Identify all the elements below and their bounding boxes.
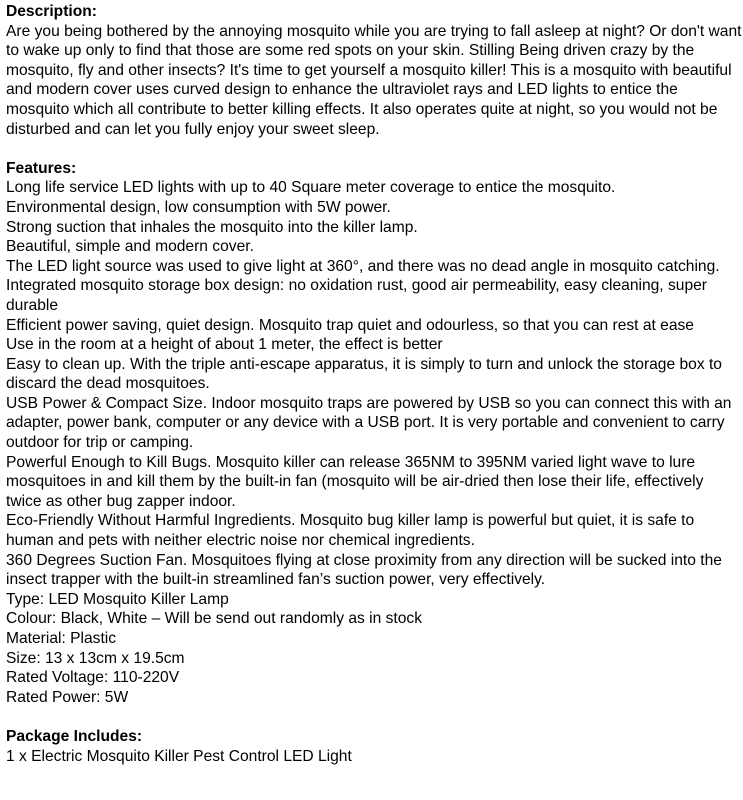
spec-type: Type: LED Mosquito Killer Lamp — [6, 590, 229, 608]
description-heading: Description: — [6, 3, 97, 20]
package-list — [6, 747, 743, 767]
feature-item: Efficient power saving, quiet design. Mosquito trap quiet and odourless, so that you can rest at ease — [6, 316, 694, 334]
section-spacer — [6, 707, 743, 727]
spec-colour: Colour: Black, White – Will be send out randomly as in stock — [6, 610, 423, 628]
spec-rated-power: Rated Power: 5W — [6, 688, 129, 706]
package-heading: Package Includes: — [6, 727, 143, 745]
package-item: 1 x Electric Mosquito Killer Pest Control LED Light — [6, 747, 352, 765]
section-spacer — [6, 139, 743, 159]
feature-item: Beautiful, simple and modern cover. — [6, 238, 254, 256]
feature-item: The LED light source was used to give light at 360°, and there was no dead angle in mosquito catching. — [6, 257, 720, 275]
spec-material: Material: Plastic — [6, 630, 117, 647]
feature-item: Integrated mosquito storage box design: no oxidation rust, good air permeability, easy cleaning, super durable — [6, 277, 707, 314]
feature-item: Eco-Friendly Without Harmful Ingredients. Mosquito bug killer lamp is powerful but quiet, it is safe to human and pets with neither electric noise nor chemical ingredients. — [6, 512, 695, 550]
feature-item: Use in the room at a height of about 1 meter, the effect is better — [6, 336, 443, 354]
feature-item: Environmental design, low consumption with 5W power. — [6, 198, 391, 216]
feature-item: 360 Degrees Suction Fan. Mosquitoes flying at close proximity from any direction will be sucked into the insect trapper with the built-in streamlined fan’s suction power, very effectively. — [6, 551, 722, 589]
feature-item: Powerful Enough to Kill Bugs. Mosquito killer can release 365NM to 395NM varied light wave to lure mosquitoes in and kill them by the built-in fan (mosquito will be air-dried then lose their life, effectively twice as other bug zapper indoor. — [6, 453, 704, 510]
package-section — [6, 727, 743, 766]
features-list — [6, 178, 743, 707]
spec-size: Size: 13 x 13cm x 19.5cm — [6, 649, 185, 667]
feature-item: USB Power & Compact Size. Indoor mosquito traps are powered by USB so you can connect this with an adapter, power bank, computer or any device with a USB port. It is very portable and convenient to carry outdoor for trip or camping. — [6, 394, 732, 452]
feature-item: Long life service LED lights with up to 40 Square meter coverage to entice the mosquito. — [6, 179, 616, 197]
feature-item: Easy to clean up. With the triple anti-escape apparatus, it is simply to turn and unlock the storage box to discard the dead mosquitoes. — [6, 355, 722, 393]
description-text: Are you being bothered by the annoying mosquito while you are trying to fall asleep at night? Or don't want to wake up only to find that those are some red spots on your skin. Stilling Being driven crazy by the mosquito, fly and other insects? It's time to get yourself a mosquito killer! This is a mosquito with beautiful and modern cover uses curved design to enhance the ultraviolet rays and LED lights to entice the mosquito which all contribute to better killing effects. It also operates quite at night, so you would not be disturbed and can let you fully enjoy your sweet sleep. — [6, 22, 742, 138]
features-section — [6, 159, 743, 708]
features-heading: Features: — [6, 159, 77, 177]
spec-rated-voltage: Rated Voltage: 110-220V — [6, 669, 180, 687]
feature-item: Strong suction that inhales the mosquito into the killer lamp. — [6, 218, 418, 236]
description-section — [6, 2, 743, 139]
